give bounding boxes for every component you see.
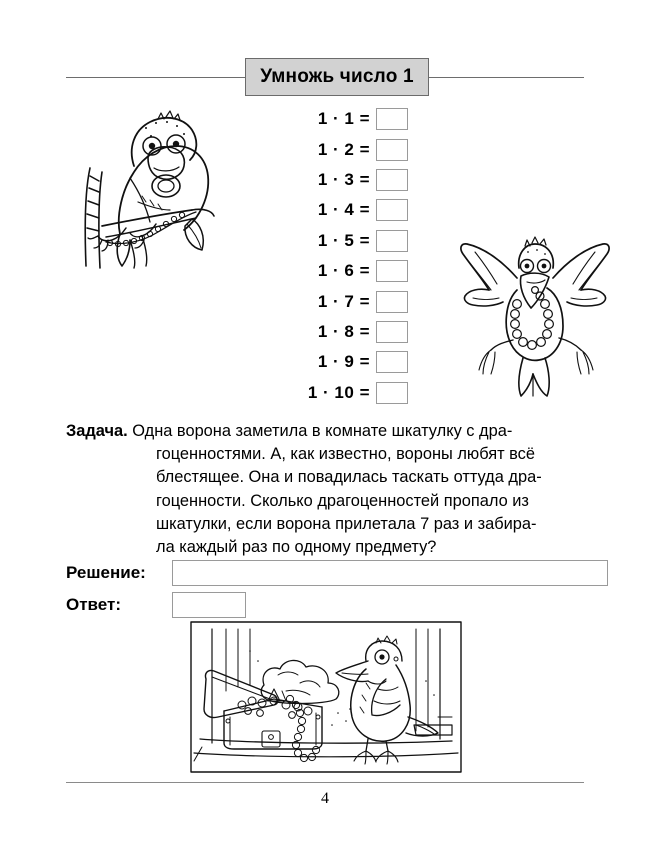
equation-row [272,165,408,195]
task-text-line-wrapper [66,466,586,489]
equation-row [272,347,408,377]
title-box [245,58,429,96]
equation-answer-box[interactable] [376,199,408,221]
equation-row [272,104,408,134]
equation-answer-box[interactable] [376,382,408,404]
equation-row [272,226,408,256]
task-text-line-wrapper [66,513,586,536]
equation-row [272,378,408,408]
page-title: Умножь число 1 [260,66,414,87]
task-label: Задача. [66,422,128,440]
footer-rule [66,782,584,783]
equation-expression: 1 · 7 = [317,291,370,311]
answer-input[interactable] [172,592,246,618]
equation-expression: 1 · 1 = [317,109,370,129]
task-text-line: блестящее. Она и повадилась таскать оттуда дра- [156,468,542,487]
equation-expression: 1 · 3 = [317,169,370,189]
equation-answer-box[interactable] [376,351,408,373]
page-header [66,58,584,98]
page-number: 4 [321,790,329,807]
equation-row [272,195,408,225]
equation-expression: 1 · 6 = [317,261,370,281]
header-rule-right [429,77,584,78]
answer-label: Ответ: [66,595,121,614]
equation-answer-box[interactable] [376,291,408,313]
jewelry-chest-scene-illustration [190,621,462,773]
equation-row [272,256,408,286]
solution-label: Решение: [66,563,146,582]
equation-answer-box[interactable] [376,108,408,130]
header-rule-left [66,77,247,78]
equation-answer-box[interactable] [376,230,408,252]
crow-on-branch-illustration [72,106,272,271]
solution-input[interactable] [172,560,608,586]
solution-field [66,560,608,586]
task-text-line-wrapper [66,490,586,513]
task-text-line-wrapper [66,536,586,559]
task-text-line: шкатулки, если ворона прилетала 7 раз и забира- [156,514,537,533]
task-text-line: гоценностями. А, как известно, вороны любят всё [156,445,535,464]
task-text-line: Одна ворона заметила в комнате шкатулку с дра- [132,422,513,440]
equation-answer-box[interactable] [376,321,408,343]
equation-row [272,317,408,347]
equation-expression: 1 · 9 = [317,352,370,372]
task-text-line-wrapper [66,443,586,466]
equation-row [272,286,408,316]
equation-answer-box[interactable] [376,260,408,282]
answer-field [66,592,246,618]
equation-expression: 1 · 4 = [317,200,370,220]
crow-with-wings-illustration [455,232,615,404]
equation-expression: 1 · 10 = [307,382,370,402]
equation-answer-box[interactable] [376,169,408,191]
equation-answer-box[interactable] [376,139,408,161]
equation-row [272,134,408,164]
equation-expression: 1 · 2 = [317,139,370,159]
task-first-line [66,420,586,443]
task-text-line: ла каждый раз по одному предмету? [156,538,437,557]
task-text-line: гоценности. Сколько драгоценностей пропало из [156,491,529,510]
equation-expression: 1 · 8 = [317,321,370,341]
equation-expression: 1 · 5 = [317,230,370,250]
task-paragraph [66,420,586,559]
equation-list [272,104,408,408]
